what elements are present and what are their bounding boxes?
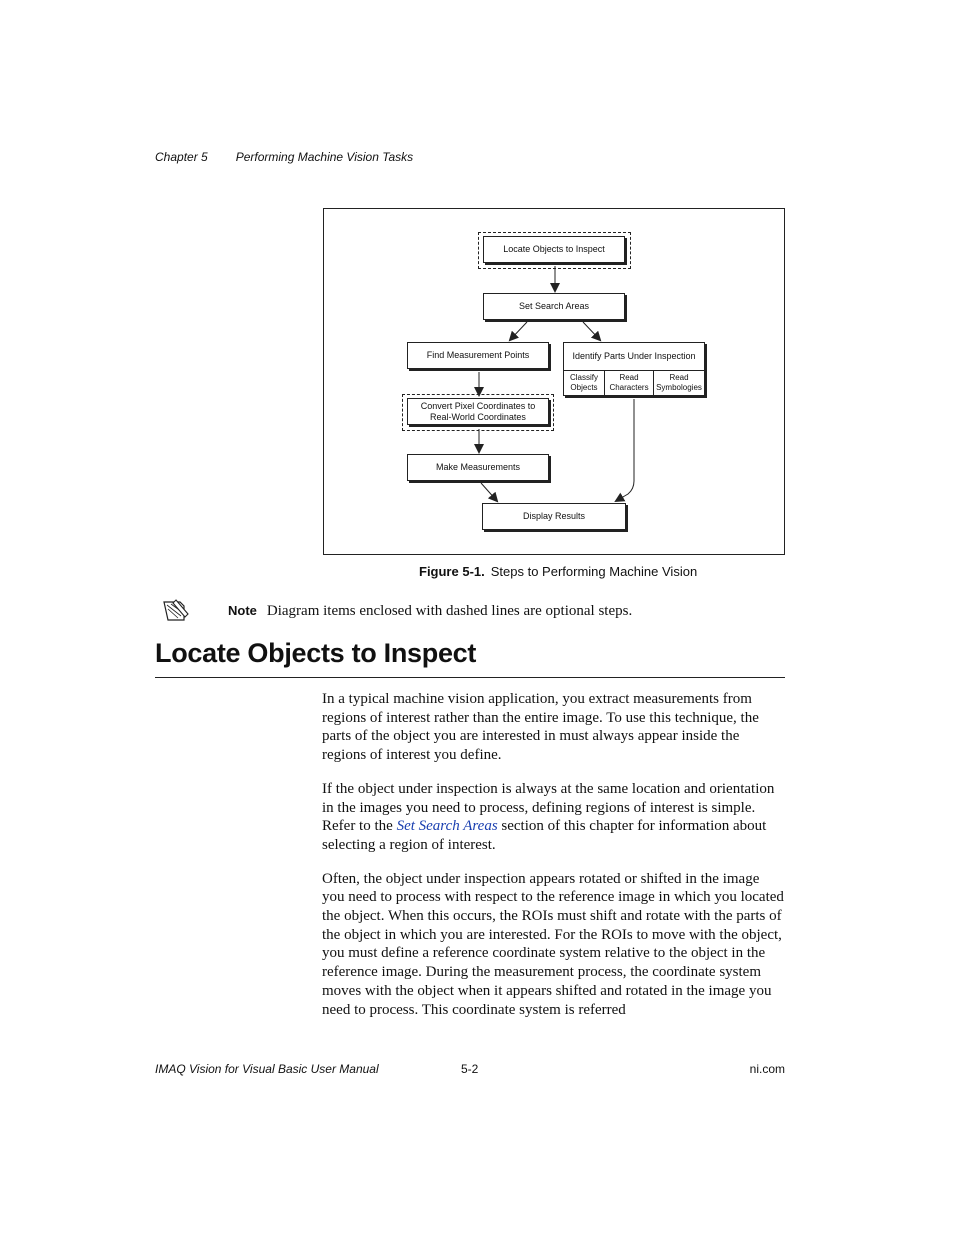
arrow-search-to-find bbox=[510, 322, 527, 340]
heading-rule bbox=[155, 677, 785, 678]
body-text bbox=[322, 690, 785, 1034]
section-heading: Locate Objects to Inspect bbox=[155, 638, 477, 668]
box-convert-line2: Real-World Coordinates bbox=[430, 411, 526, 422]
paragraph-2 bbox=[322, 780, 785, 855]
running-header bbox=[155, 150, 413, 164]
note-icon bbox=[162, 598, 190, 629]
sub-item-symbologies-line2: Symbologies bbox=[656, 383, 702, 392]
note-text: Diagram items enclosed with dashed lines are optional steps. bbox=[266, 603, 633, 619]
box-locate-objects bbox=[483, 236, 625, 263]
set-search-areas-link[interactable]: Set Search Areas bbox=[396, 818, 498, 835]
paragraph-3: Often, the object under inspection appears rotated or shifted in the image you need to process with respect to the reference image in which you located the object. When this occurs, the ROIs must shift and rotate with the parts of the object in which you are interested. For the ROIs to move with the object, you must define a reference coordinate system relative to the object in the reference image. During the measurement process, the coordinate system moves with the object when it appears shifted and rotated in the image you need to process. This coordinate system is referred bbox=[322, 870, 784, 1018]
footer-website: ni.com bbox=[749, 1062, 785, 1076]
figure-caption bbox=[419, 564, 697, 579]
sub-item-classify-objects bbox=[564, 371, 604, 395]
sub-item-read-symbologies bbox=[653, 371, 704, 395]
footer-page-number: 5-2 bbox=[461, 1062, 479, 1076]
sub-item-read-characters bbox=[604, 371, 653, 395]
footer-manual-title: IMAQ Vision for Visual Basic User Manual bbox=[155, 1062, 379, 1076]
box-locate-label: Locate Objects to Inspect bbox=[503, 244, 605, 254]
box-identify-parts bbox=[563, 342, 705, 396]
sub-item-symbologies-line1: Read bbox=[669, 373, 689, 382]
box-make-measurements bbox=[407, 454, 549, 481]
figure-frame bbox=[323, 208, 785, 555]
sub-item-classify-line2: Objects bbox=[570, 383, 598, 392]
arrow-search-to-identify bbox=[583, 322, 600, 340]
box-convert-label bbox=[421, 401, 536, 423]
box-display-results bbox=[482, 503, 626, 530]
box-display-label: Display Results bbox=[522, 511, 586, 521]
box-find-measurement-points bbox=[407, 342, 549, 369]
chapter-label: Chapter 5 bbox=[155, 150, 208, 164]
sub-item-classify-line1: Classify bbox=[569, 373, 598, 382]
box-convert-line1: Convert Pixel Coordinates to bbox=[420, 400, 536, 411]
figure-number: Figure 5-1. bbox=[419, 564, 485, 579]
box-convert-coordinates bbox=[407, 398, 549, 425]
note bbox=[228, 603, 632, 620]
arrow-identify-to-display bbox=[616, 399, 634, 501]
box-make-label: Make Measurements bbox=[435, 462, 521, 472]
paragraph-2-after: section of this chapter for information about selecting a region of interest. bbox=[322, 818, 767, 853]
box-find-label: Find Measurement Points bbox=[426, 350, 530, 360]
paragraph-1: In a typical machine vision application, you extract measurements from regions of interest rather than the entire image. To use this technique, the parts of the object you are interested in must always appear inside the regions of interest you define. bbox=[322, 691, 759, 764]
figure-caption-text: Steps to Performing Machine Vision bbox=[490, 564, 698, 579]
chapter-section-title: Performing Machine Vision Tasks bbox=[235, 150, 414, 164]
sub-item-characters-line2: Characters bbox=[609, 383, 649, 392]
arrow-make-to-display bbox=[481, 483, 497, 501]
sub-item-characters-line1: Read bbox=[619, 373, 639, 382]
identify-sub-items bbox=[564, 370, 704, 395]
box-set-search-areas bbox=[483, 293, 625, 320]
box-identify-label: Identify Parts Under Inspection bbox=[572, 351, 696, 361]
box-search-label: Set Search Areas bbox=[518, 301, 590, 311]
paragraph-2-before: If the object under inspection is always at the same location and orientation in the images you need to process, defining regions of interest is simple. Refer to the bbox=[322, 780, 775, 835]
note-label: Note bbox=[228, 603, 257, 618]
